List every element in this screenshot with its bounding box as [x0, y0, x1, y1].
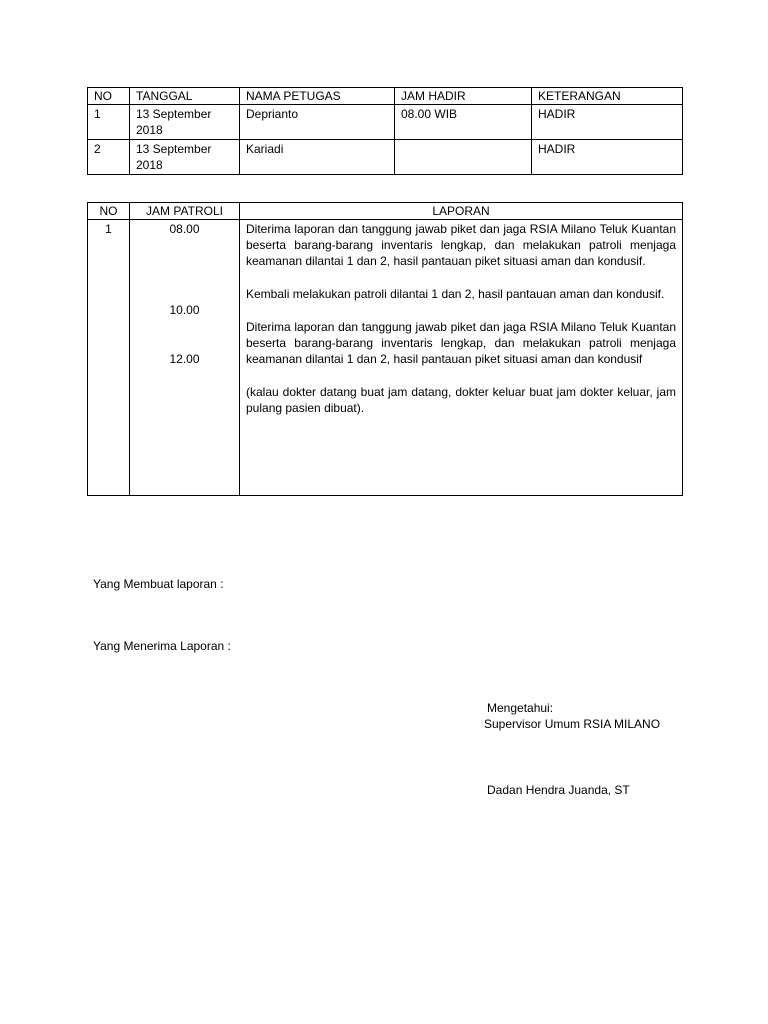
- cell-keterangan: HADIR: [532, 140, 683, 175]
- header-keterangan: KETERANGAN: [532, 88, 683, 105]
- report-entry: Diterima laporan dan tanggung jawab piket dan jaga RSIA Milano Teluk Kuantan beserta barang-barang inventaris lengkap, dan melakukan patroli menjaga keamanan dilantai 1 dan 2, hasil pantauan piket situasi aman dan kondusif: [246, 320, 676, 366]
- patrol-time: 12.00: [169, 352, 200, 366]
- cell-no: 1: [88, 105, 130, 140]
- report-note: (kalau dokter datang buat jam datang, dokter keluar buat jam dokter keluar, jam pulang pasien dibuat).: [246, 385, 676, 415]
- cell-tanggal: 13 September 2018: [130, 140, 240, 175]
- header-tanggal: TANGGAL: [130, 88, 240, 105]
- header-nama-petugas: NAMA PETUGAS: [240, 88, 395, 105]
- cell-no: 2: [88, 140, 130, 175]
- cell-nama: Kariadi: [240, 140, 395, 175]
- cell-tanggal: 13 September 2018: [130, 105, 240, 140]
- cell-nama: Deprianto: [240, 105, 395, 140]
- cell-jam-hadir: [395, 140, 532, 175]
- patrol-time: 08.00: [169, 222, 200, 236]
- patrol-table: [87, 202, 683, 496]
- attendance-header-row: [88, 88, 683, 105]
- supervisor-name: Dadan Hendra Juanda, ST: [487, 783, 630, 797]
- cell-no: 1: [88, 220, 130, 496]
- header-laporan: LAPORAN: [240, 203, 683, 220]
- cell-jam-patroli: [130, 220, 240, 496]
- cell-jam-hadir: 08.00 WIB: [395, 105, 532, 140]
- cell-keterangan: HADIR: [532, 105, 683, 140]
- attendance-table: [87, 87, 683, 175]
- supervisor-title: Supervisor Umum RSIA MILANO: [484, 717, 661, 731]
- header-no: NO: [88, 203, 130, 220]
- patrol-time: 10.00: [169, 303, 200, 317]
- cell-laporan: [240, 220, 683, 496]
- header-no: NO: [88, 88, 130, 105]
- report-entry: Kembali melakukan patroli dilantai 1 dan 2, hasil pantauan aman dan kondusif.: [246, 287, 665, 301]
- patrol-header-row: [88, 203, 683, 220]
- received-by-label: Yang Menerima Laporan :: [93, 639, 231, 653]
- acknowledged-label: Mengetahui:: [487, 701, 554, 715]
- report-entry: Diterima laporan dan tanggung jawab piket dan jaga RSIA Milano Teluk Kuantan beserta barang-barang inventaris lengkap, dan melakukan patroli menjaga keamanan dilantai 1 dan 2, hasil pantauan piket situasi aman dan kondusif.: [246, 222, 676, 268]
- header-jam-patroli: JAM PATROLI: [130, 203, 240, 220]
- made-by-label: Yang Membuat laporan :: [93, 577, 224, 591]
- table-row: [88, 105, 683, 140]
- table-row: [88, 140, 683, 175]
- header-jam-hadir: JAM HADIR: [395, 88, 532, 105]
- table-row: [88, 220, 683, 496]
